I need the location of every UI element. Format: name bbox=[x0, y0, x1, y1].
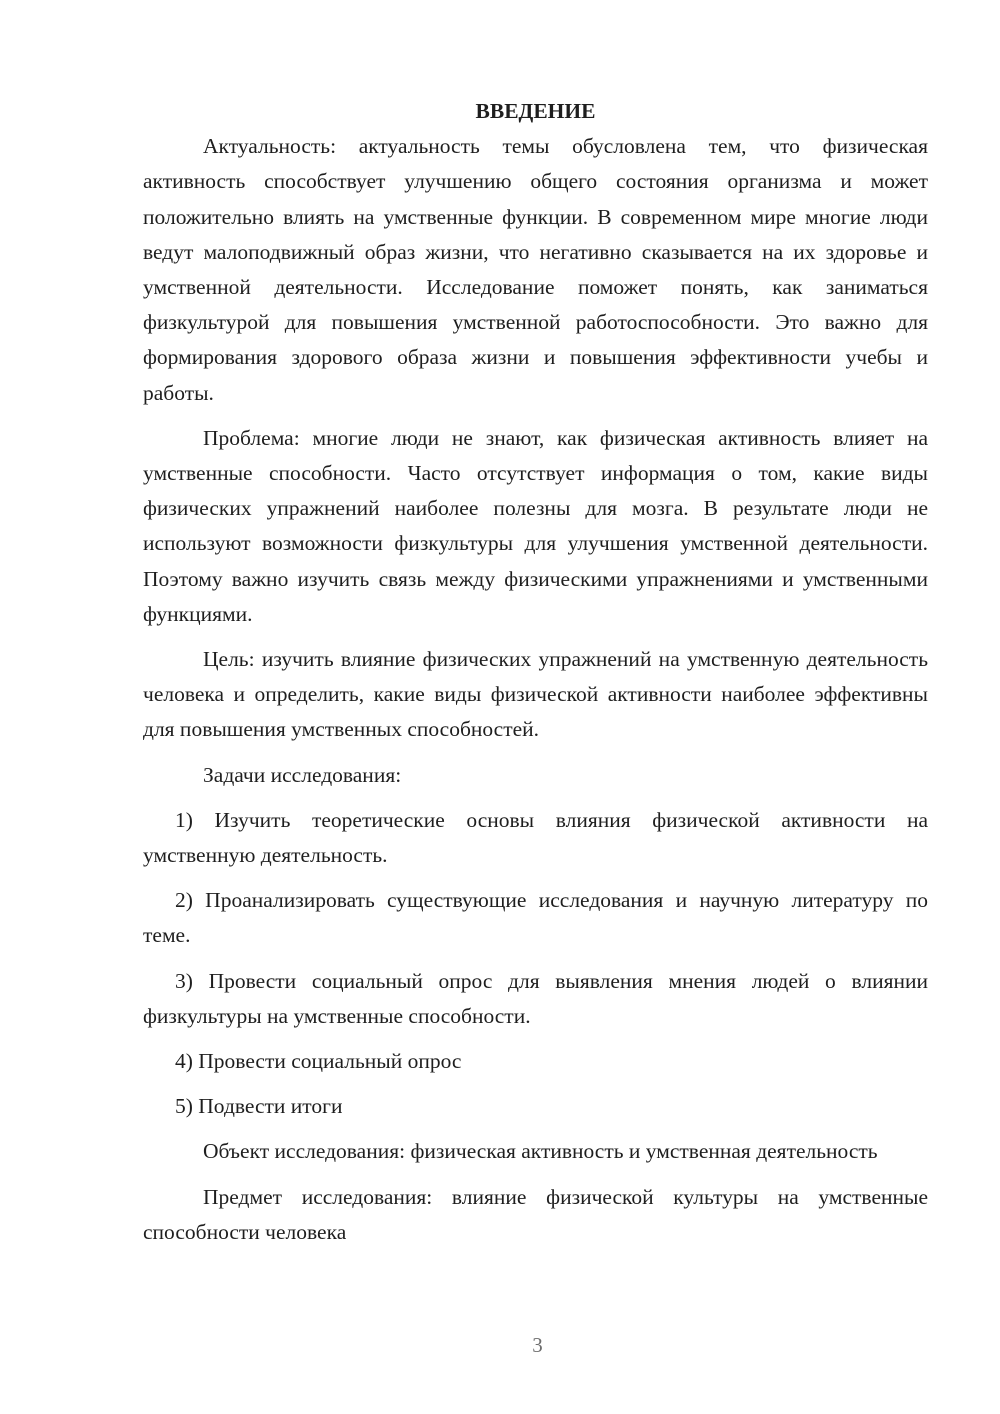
tasks-title: Задачи исследования: bbox=[203, 762, 402, 787]
task-item-5: 5) Подвести итоги bbox=[175, 1094, 343, 1119]
task-item-1: 1) Изучить теоретические основы влияния физической активности на умственную деятельность. bbox=[143, 807, 928, 868]
goal-paragraph: Цель: изучить влияние физических упражнений на умственную деятельность человека и определить, какие виды физической активности наиболее эффективны для повышения умственных способностей. bbox=[143, 647, 928, 742]
task-item-2: 2) Проанализировать существующие исследования и научную литературу по теме. bbox=[143, 888, 928, 948]
task-item-3: 3) Провести социальный опрос для выявления мнения людей о влиянии физкультуры на умственные способности. bbox=[143, 968, 928, 1028]
problem-paragraph: Проблема: многие люди не знают, как физическая активность влияет на умственные способности. Часто отсутствует информация о том, какие виды физических упражнений наиболее полезны для мозга. В результате люди не используют возможности физкультуры для улучшения умственной деятельности. Поэтому важно изучить связь между физическими упражнениями и умственными функциями. bbox=[143, 425, 928, 626]
relevance-paragraph: Актуальность: актуальность темы обусловлена тем, что физическая активность способствует улучшению общего состояния организма и может положительно влиять на умственные функции. В современном мире многие люди ведут малоподвижный образ жизни, что негативно сказывается на их здоровье и умственной деятельности. Исследование поможет понять, как заниматься физкультурой для повышения умственной работоспособности. Это важно для формирования здорового образа жизни и повышения эффективности учебы и работы. bbox=[143, 134, 928, 405]
research-object: Объект исследования: физическая активность и умственная деятельность bbox=[203, 1139, 878, 1164]
task-item-4: 4) Провести социальный опрос bbox=[175, 1049, 462, 1074]
research-subject: Предмет исследования: влияние физической культуры на умственные способности человека bbox=[143, 1184, 928, 1244]
section-heading: ВВЕДЕНИЕ bbox=[475, 99, 596, 123]
page-content bbox=[143, 94, 928, 1250]
page-number: 3 bbox=[532, 1333, 543, 1357]
